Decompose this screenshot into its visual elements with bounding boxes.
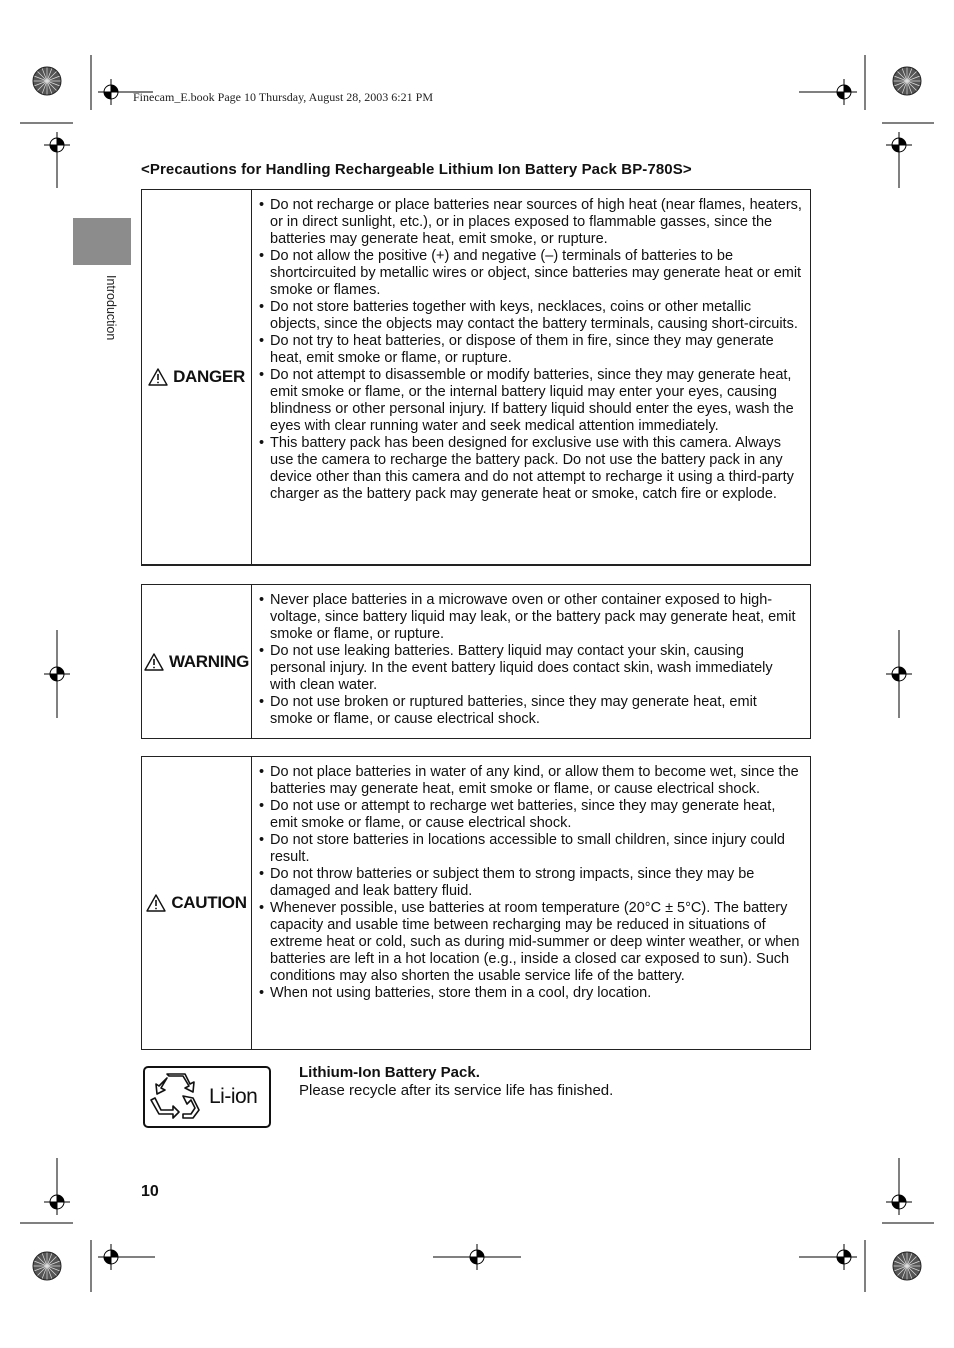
li-ion-badge-text: Li-ion: [209, 1085, 258, 1108]
list-item: • Do not attempt to disassemble or modify batteries, since they may generate heat, emit smoke or flame, or the internal battery liquid may enter your eyes, causing blindness or other personal injury. If battery liquid should enter the eyes, wash the eyes with clear running water and seek medical attention immediately.: [259, 367, 802, 435]
list-item: • Do not use or attempt to recharge wet batteries, since they may generate heat, emit smoke or flame, or cause electrical shock.: [259, 798, 802, 832]
page-number: 10: [141, 1183, 159, 1200]
list-item: • Do not use leaking batteries. Battery liquid may contact your skin, causing personal injury. In the event battery liquid does contact skin, wash immediately with clean water.: [259, 643, 802, 694]
warning-content: [252, 585, 810, 738]
caution-list: [259, 764, 802, 1002]
list-item: • This battery pack has been designed for exclusive use with this camera. Always use the camera to recharge the battery pack. Do not use the battery pack in any device other than this camera and do not attempt to recharge it using a third-party charger as the battery pack may generate heat or smoke, catch fire or explode.: [259, 435, 802, 503]
list-item: • Do not allow the positive (+) and negative (–) terminals of batteries to be shortcircuited by metallic wires or object, since batteries may generate heat or emit smoke or flames.: [259, 248, 802, 299]
warning-list: [259, 592, 802, 728]
list-item: • Do not use broken or ruptured batteries, since they may generate heat, emit smoke or flame, or cause electrical shock.: [259, 694, 802, 728]
caution-content: [252, 757, 810, 1049]
li-ion-recycle-badge: [143, 1066, 271, 1128]
list-item: • Never place batteries in a microwave oven or other container exposed to high-voltage, since battery liquid may leak, or the battery pack may generate heat, emit smoke or flame, or rupture.: [259, 592, 802, 643]
caution-box: [141, 756, 811, 1050]
warning-triangle-icon: [148, 368, 168, 386]
danger-content: [252, 190, 810, 564]
recycle-icon: [147, 1070, 207, 1124]
danger-list: [259, 197, 802, 503]
section-tab-label: Introduction: [104, 275, 118, 341]
danger-label: DANGER: [173, 367, 245, 386]
danger-box: [141, 189, 811, 566]
list-item: • Do not try to heat batteries, or dispose of them in fire, since they may generate heat, emit smoke or flame, or rupture.: [259, 333, 802, 367]
list-item: • Do not store batteries together with keys, necklaces, coins or other metallic objects, since the objects may contact the battery terminals, causing short-circuits.: [259, 299, 802, 333]
warning-triangle-icon: [146, 894, 166, 912]
list-item: • Whenever possible, use batteries at room temperature (20°C ± 5°C). The battery capacity and usable time between recharging may be reduced in situations of extreme heat or cold, such as during mid-summer or deep winter weather, or when batteries are left in a hot location (e.g., inside a closed car exposed to sun). Such conditions may also shorten the usable service life of the battery.: [259, 900, 802, 985]
caution-label-cell: [142, 757, 252, 1049]
list-item: • Do not store batteries in locations accessible to small children, since injury could result.: [259, 832, 802, 866]
danger-label-cell: [142, 190, 252, 564]
list-item: • Do not throw batteries or subject them to strong impacts, since they may be damaged and leak battery fluid.: [259, 866, 802, 900]
list-item: • Do not recharge or place batteries near sources of high heat (near flames, heaters, or in direct sunlight, etc.), or in places exposed to flammable gasses, since the batteries may generate heat, emit smoke, or rupture.: [259, 197, 802, 248]
section-tab: [73, 218, 131, 265]
recycle-title: Lithium-Ion Battery Pack.: [299, 1064, 480, 1081]
warning-box: [141, 584, 811, 739]
list-item: • Do not place batteries in water of any kind, or allow them to become wet, since the batteries may generate heat, emit smoke or flame, or cause electrical shock.: [259, 764, 802, 798]
warning-label: WARNING: [168, 651, 250, 671]
recycle-text: Please recycle after its service life has finished.: [299, 1082, 614, 1099]
page-title: <Precautions for Handling Rechargeable Lithium Ion Battery Pack BP-780S>: [141, 161, 692, 178]
caution-label: CAUTION: [171, 893, 247, 912]
print-header-info: Finecam_E.book Page 10 Thursday, August 28, 2003 6:21 PM: [133, 90, 433, 104]
warning-triangle-icon: [144, 653, 164, 671]
list-item: • When not using batteries, store them in a cool, dry location.: [259, 985, 802, 1002]
warning-label-cell: [142, 585, 252, 738]
